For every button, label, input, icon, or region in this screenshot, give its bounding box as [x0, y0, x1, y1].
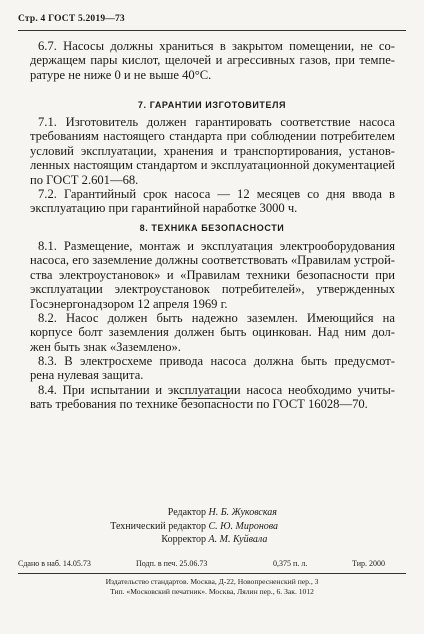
paragraph-6-7 [30, 39, 395, 82]
text-line: по ГОСТ 2.601—68. [30, 172, 139, 187]
paragraph-8-2 [30, 311, 395, 354]
paragraph-7-1 [30, 115, 395, 187]
text-line: 6.7. Насосы должны храниться в закрытом помещении, не со- [38, 39, 395, 53]
text-line: эксплуатации электроустановок потребителей», утвержденных [30, 282, 395, 297]
end-divider [178, 398, 230, 399]
print-sheets: 0,375 п. л. [273, 559, 308, 568]
section-heading-7: 7. ГАРАНТИИ ИЗГОТОВИТЕЛЯ [137, 100, 287, 110]
editor-row [136, 533, 386, 547]
editor-name: С. Ю. Миронова [208, 520, 279, 532]
text-line: требованиям настоящего стандарта при соблюдении потребителем [30, 129, 395, 144]
text-line: вать требования по технике безопасности по ГОСТ 16028—70. [30, 397, 368, 412]
text-line: держащем пары кислот, щелочей и агрессивных газов, при темпе- [30, 53, 395, 68]
text-line: рена нулевая защита. [30, 368, 144, 383]
imprint-publisher: Издательство стандартов. Москва, Д-22, Новопресненский пер., 3 [105, 577, 319, 586]
text-line: Госэнергонадзором 12 апреля 1969 г. [30, 296, 228, 311]
header-rule [18, 30, 406, 31]
text-line: ства электроустановок» и «Правилам техники безопасности при [30, 267, 395, 282]
text-line: 8.3. В электросхеме привода насоса должна быть предусмот- [38, 354, 395, 368]
paragraph-8-3 [30, 354, 395, 383]
footer-rule [18, 573, 406, 574]
editor-name: А. М. Куйвала [208, 534, 268, 545]
editor-row [126, 506, 386, 520]
text-line: эксплуатацию при гарантийной наработке 3000 ч. [30, 201, 298, 216]
text-line: жен быть знак «Заземлено». [30, 339, 181, 354]
text-line: корпусе болт заземления должен быть оцинкован. Над ним дол- [30, 325, 395, 340]
imprint [18, 577, 406, 597]
editors-block [110, 506, 386, 547]
text-line: 7.1. Изготовитель должен гарантировать соответствие насоса [38, 115, 395, 129]
editor-row [104, 520, 386, 534]
text-line: 8.2. Насос должен быть надежно заземлен. Имеющийся на [38, 311, 395, 325]
editor-role: Технический редактор [110, 520, 206, 532]
editor-name: Н. Б. Жуковская [208, 507, 277, 518]
signed-date: Подп. в печ. 25.06.73 [136, 559, 208, 568]
section-heading-8: 8. ТЕХНИКА БЕЗОПАСНОСТИ [139, 223, 285, 233]
text-line: 8.1. Размещение, монтаж и эксплуатация электрооборудования [38, 239, 395, 253]
paragraph-7-2 [30, 187, 395, 216]
text-line: насоса, его заземление должны соответствовать «Правилам устрой- [30, 253, 395, 268]
text-line: условий эксплуатации, хранения и транспортирования, установ- [30, 143, 395, 158]
submitted-date: Сдано в наб. 14.05.73 [18, 559, 91, 568]
editor-role: Корректор [161, 534, 206, 545]
print-run: Тир. 2000 [352, 559, 385, 568]
page-header: Стр. 4 ГОСТ 5.2019—73 [18, 14, 125, 24]
imprint-printer: Тип. «Московский печатник». Москва, Лялин пер., 6. Зак. 1012 [110, 587, 314, 596]
text-line: ленных настоящим стандартом и эксплуатационной документацией [30, 158, 395, 173]
text-line: 7.2. Гарантийный срок насоса — 12 месяцев со дня ввода в [38, 187, 395, 201]
editor-role: Редактор [167, 507, 206, 518]
paragraph-8-1 [30, 239, 395, 311]
text-line: 8.4. При испытании и эксплуатации насоса необходимо учиты- [38, 383, 395, 397]
text-line: ратуре не ниже 0 и не выше 40°С. [30, 67, 212, 82]
